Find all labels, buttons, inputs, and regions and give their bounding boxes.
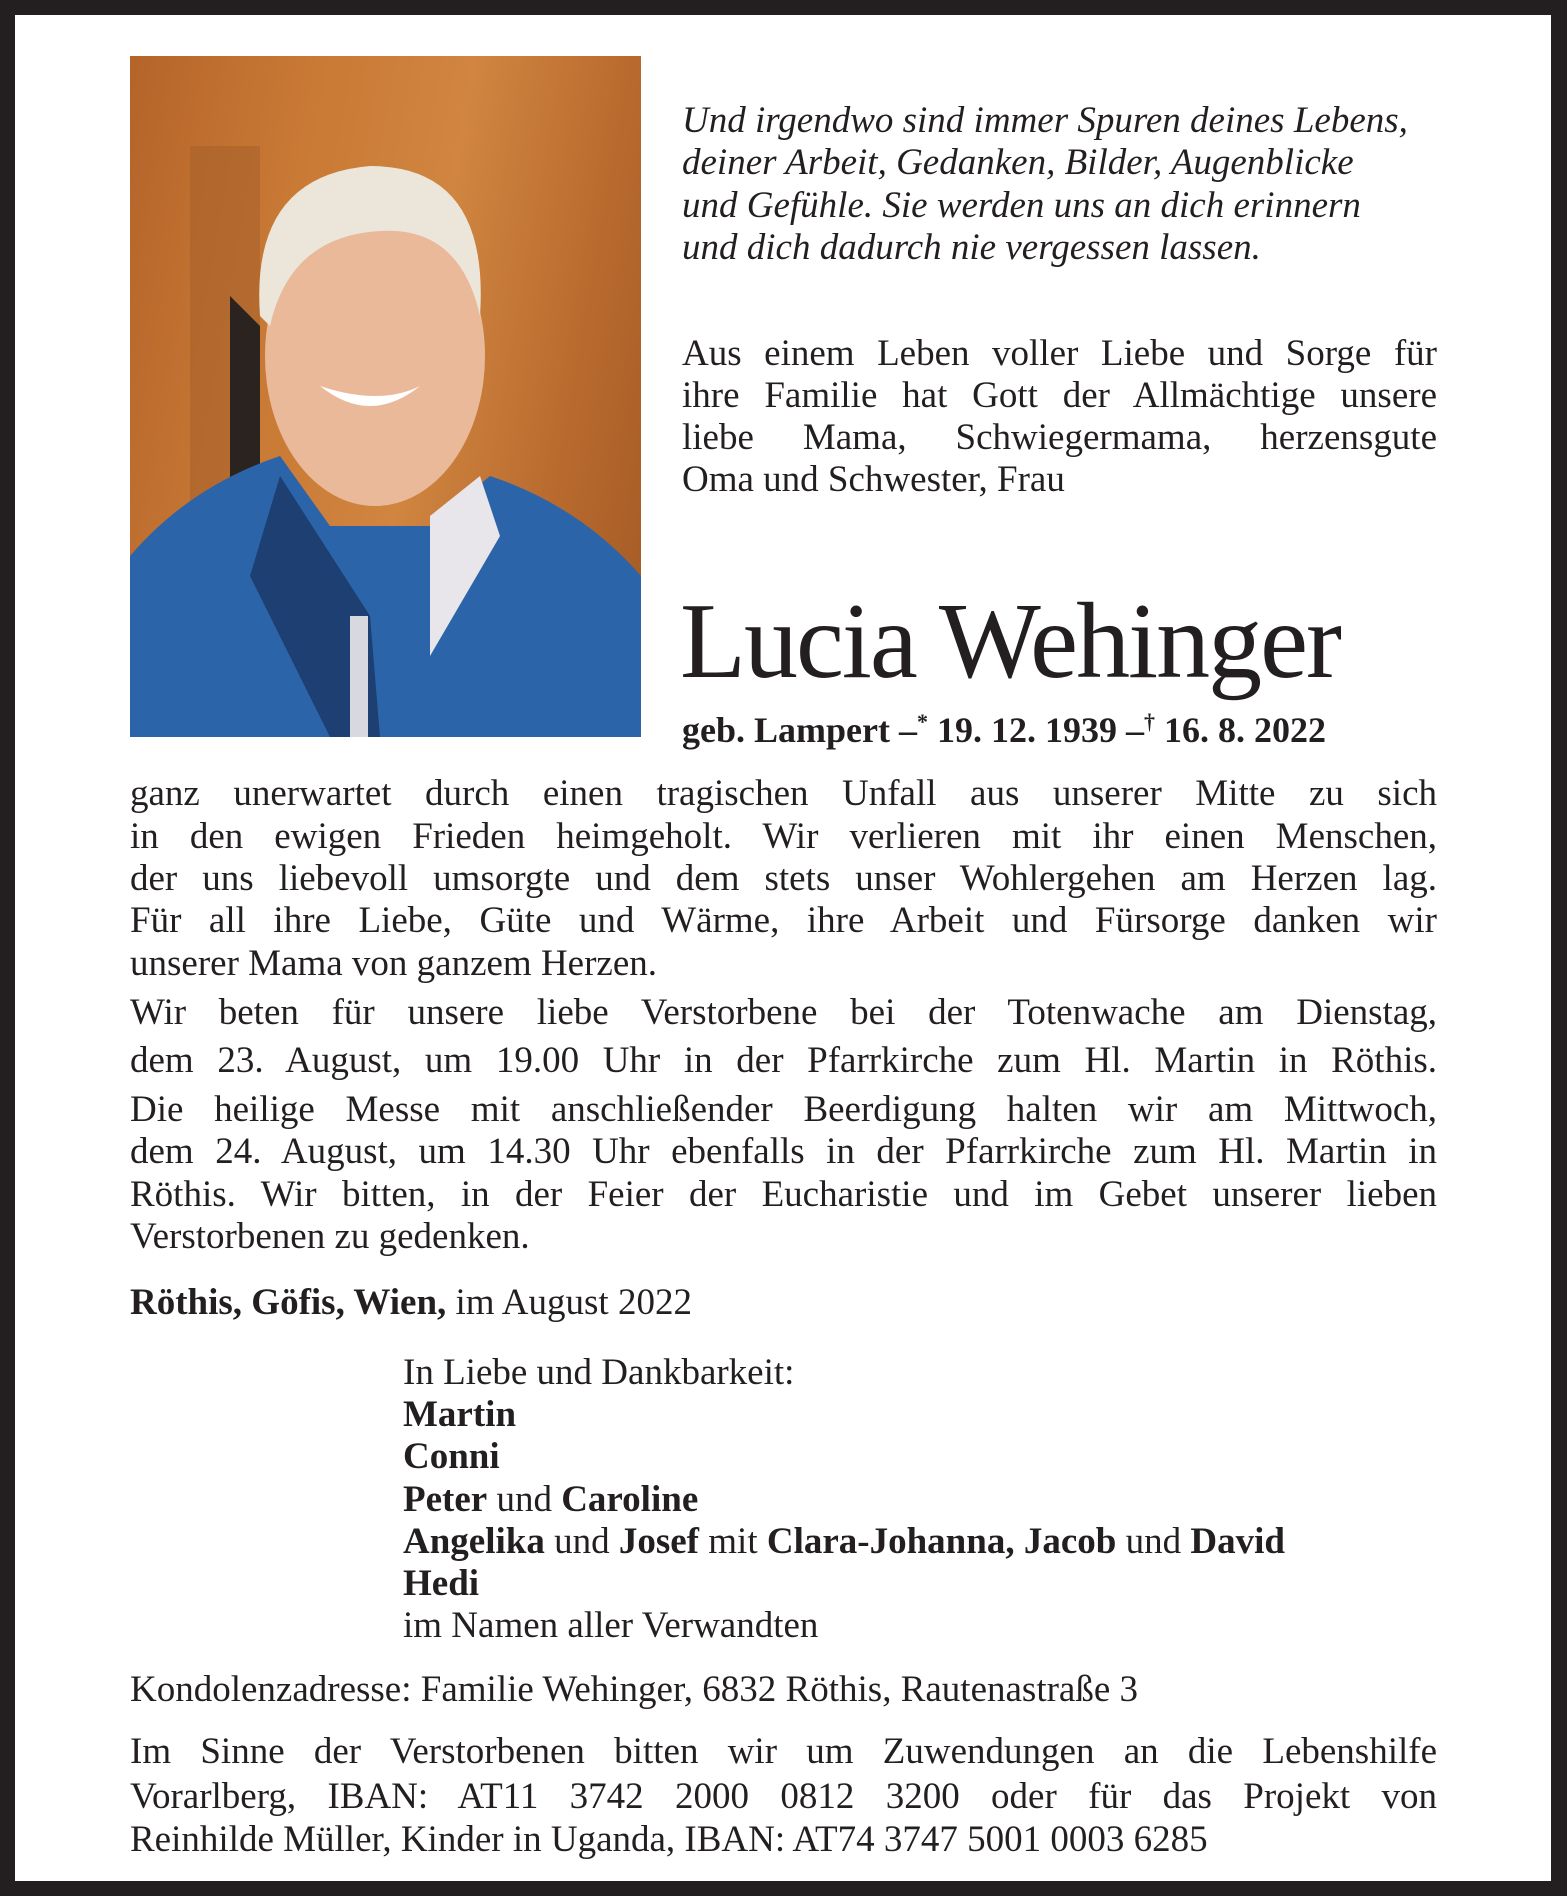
body-line: dem 24. August, um 14.30 Uhr ebenfalls in der Pfarrkirche zum Hl. Martin in xyxy=(130,1131,1437,1172)
donation-line: Vorarlberg, IBAN: AT11 3742 2000 0812 3200 oder für das Projekt von xyxy=(130,1776,1437,1817)
condolence-address: Kondolenzadresse: Familie Wehinger, 6832 Röthis, Rautenastraße 3 xyxy=(130,1669,1139,1710)
thanks-heading: In Liebe und Dankbarkeit: xyxy=(403,1352,795,1393)
place-date-line xyxy=(130,1281,692,1325)
mourner-name: Peter xyxy=(403,1479,488,1520)
quote-line: Und irgendwo sind immer Spuren deines Lebens, xyxy=(682,100,1408,141)
quote-line: und dich dadurch nie vergessen lassen. xyxy=(682,227,1261,268)
quote-line: und Gefühle. Sie werden uns an dich erinnern xyxy=(682,185,1361,226)
thanks-closing: im Namen aller Verwandten xyxy=(403,1605,819,1646)
mourner-line xyxy=(403,1478,698,1522)
intro-line: ihre Familie hat Gott der Allmächtige unsere xyxy=(682,375,1437,416)
mourner-name: Caroline xyxy=(561,1479,699,1520)
mourner-name: Conni xyxy=(403,1436,500,1477)
body-line: dem 23. August, um 19.00 Uhr in der Pfarrkirche zum Hl. Martin in Röthis. xyxy=(130,1040,1437,1081)
deceased-name: Lucia Wehinger xyxy=(680,582,1341,701)
intro-line: Oma und Schwester, Frau xyxy=(682,459,1065,500)
mourner-name: David xyxy=(1190,1521,1285,1562)
mourner-name: Angelika xyxy=(403,1521,545,1562)
donation-line: Im Sinne der Verstorbenen bitten wir um Zuwendungen an die Lebenshilfe xyxy=(130,1731,1437,1772)
body-line: Die heilige Messe mit anschließender Beerdigung halten wir am Mittwoch, xyxy=(130,1089,1437,1130)
mourner-name: Martin xyxy=(403,1394,517,1435)
body-line: ganz unerwartet durch einen tragischen Unfall aus unserer Mitte zu sich xyxy=(130,773,1437,814)
mourner-name: Josef xyxy=(618,1521,700,1562)
mourner-name: Clara-Johanna, Jacob xyxy=(766,1521,1117,1562)
portrait-photo xyxy=(130,56,641,737)
intro-line: liebe Mama, Schwiegermama, herzensgute xyxy=(682,417,1437,458)
mourner-line xyxy=(403,1520,1285,1564)
birth-date: 19. 12. 1939 – xyxy=(927,710,1144,750)
body-line: in den ewigen Frieden heimgeholt. Wir verlieren mit ihr einen Menschen, xyxy=(130,816,1437,857)
quote-line: deiner Arbeit, Gedanken, Bilder, Augenblicke xyxy=(682,142,1354,183)
maiden-name: geb. Lampert – xyxy=(682,710,917,750)
body-line: Verstorbenen zu gedenken. xyxy=(130,1216,530,1257)
body-line: unserer Mama von ganzem Herzen. xyxy=(130,943,658,984)
body-line: Für all ihre Liebe, Güte und Wärme, ihre Arbeit und Fürsorge danken wir xyxy=(130,900,1437,941)
donation-line: Reinhilde Müller, Kinder in Uganda, IBAN: AT74 3747 5001 0003 6285 xyxy=(130,1819,1208,1860)
body-line: der uns liebevoll umsorgte und dem stets unser Wohlergehen am Herzen lag. xyxy=(130,858,1437,899)
mourner-name: Hedi xyxy=(403,1563,480,1604)
birth-symbol: * xyxy=(916,709,928,734)
life-dates xyxy=(682,700,1326,752)
death-symbol: † xyxy=(1143,709,1155,734)
intro-line: Aus einem Leben voller Liebe und Sorge für xyxy=(682,333,1437,374)
connector: und xyxy=(1116,1521,1191,1562)
body-line: Röthis. Wir bitten, in der Feier der Eucharistie und im Gebet unserer lieben xyxy=(130,1174,1437,1215)
connector: und xyxy=(487,1479,562,1520)
month: im August 2022 xyxy=(446,1282,692,1323)
body-line: Wir beten für unsere liebe Verstorbene bei der Totenwache am Dienstag, xyxy=(130,992,1437,1033)
death-date: 16. 8. 2022 xyxy=(1154,710,1326,750)
connector: und xyxy=(544,1521,619,1562)
places: Röthis, Göfis, Wien, xyxy=(130,1282,447,1323)
connector: mit xyxy=(699,1521,767,1562)
